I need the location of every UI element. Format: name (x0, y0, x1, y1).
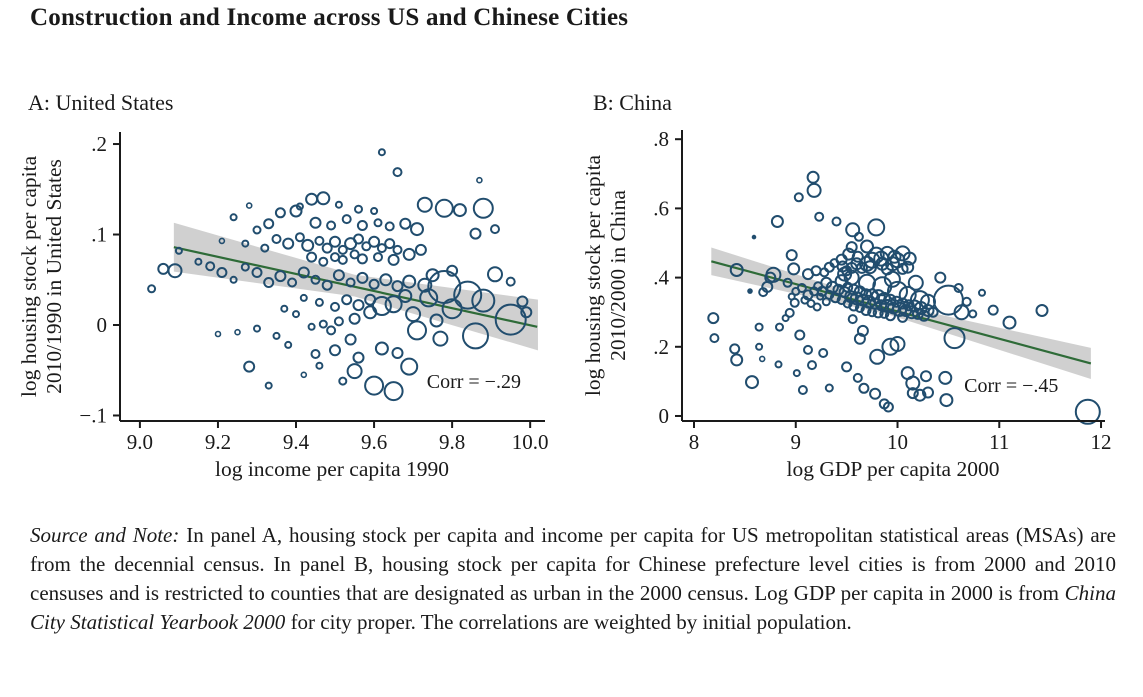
scatter-point (276, 208, 285, 217)
scatter-point (343, 215, 351, 223)
scatter-point (355, 206, 362, 213)
scatter-point (756, 344, 762, 350)
y-axis-label-line2-a: 2010/1990 in United States (42, 159, 66, 394)
source-note-body1: In panel A, housing stock per capita and income per capita for US metropolitan statistical areas (MSAs) are from the decennial census. In panel B, housing stock per capita for Chinese prefecture level cities is from 2000 and 2010 censuses and is restricted to counties that are designated as urban in the 2000 census. Log GDP per capita in 2000 is from (30, 523, 1116, 605)
scatter-point (331, 303, 339, 311)
y-tick-label: .6 (653, 196, 669, 221)
scatter-point (254, 227, 261, 234)
panel-b (581, 90, 1112, 481)
scatter-point (870, 389, 880, 399)
scatter-point (787, 250, 797, 260)
scatter-point (316, 363, 322, 369)
scatter-point (812, 266, 821, 275)
panel-a (17, 90, 549, 481)
scatter-point (350, 314, 360, 324)
y-tick-label: .2 (653, 334, 669, 359)
scatter-point (319, 258, 327, 266)
scatter-point (274, 333, 280, 339)
scatter-point (418, 198, 432, 212)
scatter-point (339, 246, 347, 254)
scatter-point (989, 306, 998, 315)
x-tick-label: 9.6 (360, 430, 388, 454)
x-tick-label: 9.4 (282, 430, 310, 454)
x-axis-label-b: log GDP per capita 2000 (786, 457, 1000, 481)
scatter-point (400, 219, 410, 229)
scatter-point (401, 359, 417, 375)
scatter-point (306, 194, 317, 205)
scatter-point (244, 362, 254, 372)
scatter-point (491, 225, 499, 233)
scatter-point (808, 184, 821, 197)
y-tick-label: .2 (91, 132, 107, 157)
scatter-point (358, 221, 367, 230)
scatter-point (394, 246, 402, 254)
scatter-point (342, 295, 351, 304)
x-tick-label: 9.0 (126, 430, 154, 454)
scatter-point (849, 315, 857, 323)
scatter-point (266, 383, 272, 389)
scatter-point (293, 311, 299, 317)
scatter-point (371, 208, 377, 214)
scatter-point (772, 216, 783, 227)
scatter-point (348, 364, 362, 378)
scatter-point (330, 345, 340, 355)
scatter-point (393, 348, 403, 358)
scatter-point (783, 315, 789, 321)
x-tick-label: 9 (790, 430, 802, 454)
source-note-yearbook-title: China City Statistical Yearbook 2000 (30, 580, 1116, 634)
scatter-point (378, 244, 386, 252)
scatter-point (320, 321, 327, 328)
scatter-point (309, 324, 315, 330)
scatter-point (921, 371, 931, 381)
y-tick-label: .4 (653, 265, 669, 290)
scatter-point (231, 214, 237, 220)
scatter-point (216, 332, 221, 337)
x-axis-label-a: log income per capita 1990 (214, 457, 450, 481)
scatter-point (842, 362, 851, 371)
scatter-point (833, 218, 841, 226)
scatter-point (795, 331, 804, 340)
scatter-point (776, 324, 783, 331)
scatter-point (870, 350, 884, 364)
scatter-point (362, 242, 370, 250)
scatter-point (158, 264, 168, 274)
scatter-point (471, 229, 481, 239)
scatter-point (346, 335, 356, 345)
scatter-point (301, 372, 306, 377)
scatter-point (336, 202, 342, 208)
scatter-point (710, 334, 718, 342)
scatter-point (416, 245, 426, 255)
x-tick-label: 10.0 (511, 430, 549, 454)
scatter-point (799, 386, 807, 394)
y-tick-label: −.1 (79, 403, 107, 428)
scatter-point (335, 317, 343, 325)
scatter-point (315, 237, 323, 245)
scatter-point (794, 370, 800, 376)
scatter-point (756, 324, 763, 331)
scatter-point (776, 361, 782, 367)
scatter-point (820, 268, 828, 276)
scatter-point (394, 168, 402, 176)
scatter-point (969, 310, 976, 317)
scatter-point (963, 298, 971, 306)
scatter-point (854, 374, 862, 382)
scatter-point (351, 250, 359, 258)
correlation-label-b: Corr = −.45 (964, 375, 1059, 398)
scatter-point (934, 286, 963, 315)
y-axis-label-line2-b: 2010/2000 in China (606, 190, 630, 361)
scatter-point (477, 178, 482, 183)
scatter-point (264, 219, 273, 228)
scatter-point (730, 344, 739, 353)
scatter-point (708, 313, 718, 323)
x-tick-label: 9.8 (438, 430, 466, 454)
scatter-point (859, 384, 868, 393)
scatter-point (283, 239, 293, 249)
x-tick-label: 8 (688, 430, 700, 454)
scatter-point (411, 223, 423, 235)
scatter-point (940, 394, 952, 406)
scatter-point (354, 235, 363, 244)
x-tick-label: 12 (1090, 430, 1112, 454)
y-axis-label-line1-a: log housing stock per capita (17, 155, 41, 398)
scatter-point (273, 235, 281, 243)
correlation-label-a: Corr = −.29 (426, 370, 521, 393)
scatter-point (296, 233, 304, 241)
scatter-point (301, 295, 307, 301)
scatter-point (939, 372, 951, 384)
scatter-point (826, 385, 833, 392)
scatter-point (731, 354, 742, 365)
scatter-point (376, 343, 388, 355)
scatter-point (316, 299, 323, 306)
scatter-point (374, 253, 382, 261)
scatter-point (327, 222, 335, 230)
scatter-point (979, 290, 985, 296)
scatter-point (365, 377, 383, 395)
scatter-point (254, 326, 260, 332)
scatter-point (808, 172, 819, 183)
scatter-point (760, 356, 765, 361)
scatter-point (311, 218, 321, 228)
scatter-point (247, 203, 252, 208)
panel-label-a: A: United States (28, 90, 174, 115)
scatter-point (404, 249, 415, 260)
scatter-point (454, 204, 466, 216)
scatter-point (814, 304, 821, 311)
scatter-point (436, 200, 453, 217)
scatter-point (935, 273, 945, 283)
scatter-point (902, 367, 914, 379)
scatter-point (281, 306, 287, 312)
scatter-point (285, 342, 291, 348)
scatter-point (746, 376, 758, 388)
scatter-point (753, 236, 756, 239)
y-axis-label-line1-b: log housing stock per capita (581, 154, 605, 397)
panel-label-b: B: China (593, 90, 672, 115)
scatter-point (379, 149, 385, 155)
scatter-point (1004, 317, 1016, 329)
x-tick-label: 10 (887, 430, 909, 454)
source-note (30, 521, 1116, 637)
scatter-point (795, 193, 803, 201)
scatter-point (323, 244, 332, 253)
scatter-point (339, 378, 346, 385)
scatter-point (375, 219, 382, 226)
source-note-lead: Source and Note: (30, 523, 180, 547)
scatter-point (312, 350, 320, 358)
scatter-point (302, 240, 313, 251)
scatter-point (748, 289, 752, 293)
scatter-point (317, 192, 329, 204)
figure-title: Construction and Income across US and Chinese Cities (30, 4, 629, 31)
scatter-point (788, 263, 799, 274)
y-tick-label: 0 (658, 403, 669, 428)
scatter-point (819, 349, 827, 357)
scatter-point (815, 213, 823, 221)
scatter-point (354, 353, 364, 363)
x-tick-label: 9.2 (204, 430, 232, 454)
source-note-body2: for city proper. The correlations are weighted by initial population. (285, 609, 852, 634)
scatter-point (909, 276, 923, 290)
scatter-point (433, 332, 447, 346)
scatter-point (385, 382, 403, 400)
scatter-point (327, 326, 335, 334)
scatter-point (868, 219, 884, 235)
scatter-point (235, 330, 240, 335)
scatter-point (339, 256, 347, 264)
scatter-point (386, 222, 394, 230)
scatter-point (507, 278, 515, 286)
scatter-point (1037, 305, 1048, 316)
scatter-point (148, 285, 155, 292)
y-tick-label: .1 (91, 222, 107, 247)
scatter-point (846, 223, 859, 236)
scatter-point (804, 346, 812, 354)
y-tick-label: 0 (96, 312, 107, 337)
scatter-point (389, 255, 399, 265)
scatter-point (307, 253, 316, 262)
scatter-point (354, 300, 364, 310)
scatter-point (789, 294, 795, 300)
scatter-point (808, 361, 816, 369)
x-tick-label: 11 (989, 430, 1010, 454)
scatter-point (408, 321, 426, 339)
scatter-point (861, 241, 873, 253)
scatter-point (488, 267, 502, 281)
y-tick-label: .8 (653, 127, 669, 152)
scatter-point (474, 199, 493, 218)
